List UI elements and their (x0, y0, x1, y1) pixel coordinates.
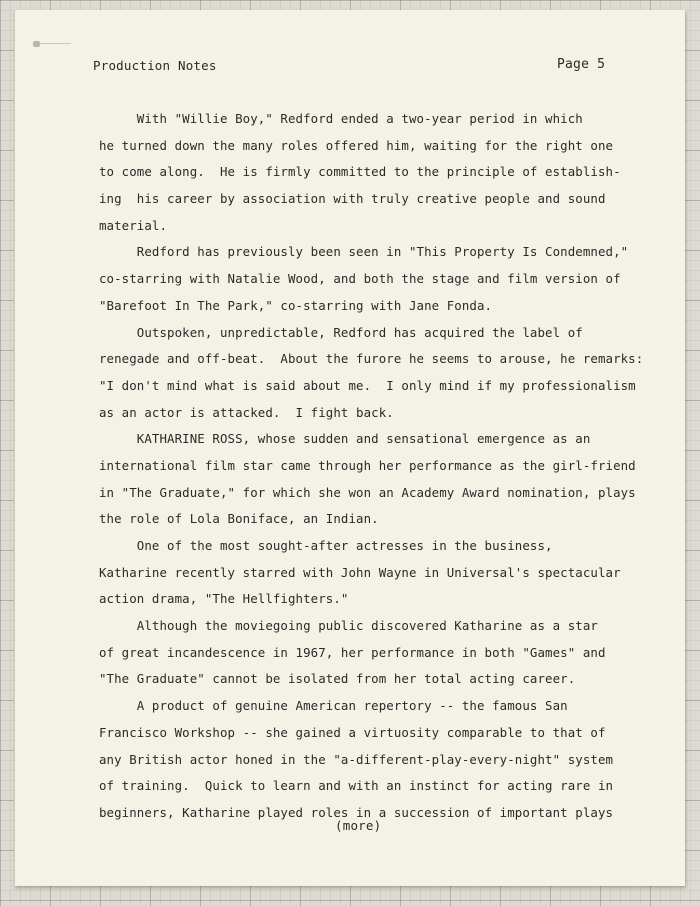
text-line: Redford has previously been seen in "This Property Is Condemned," (99, 244, 629, 260)
document-page (14, 10, 685, 886)
text-line: A product of genuine American repertory -- the famous San (99, 698, 568, 714)
text-line: as an actor is attacked. I fight back. (99, 404, 394, 420)
text-line: With "Willie Boy," Redford ended a two-year period in which (99, 111, 583, 126)
text-line: "I don't mind what is said about me. I only mind if my professionalism (99, 377, 636, 393)
text-line: "The Graduate" cannot be isolated from her total acting career. (99, 671, 576, 687)
document-header-title: Production Notes (93, 58, 217, 73)
text-line: renegade and off-beat. About the furore he seems to arouse, he remarks: (99, 351, 644, 367)
text-line: the role of Lola Boniface, an Indian. (99, 511, 379, 527)
text-line: ing his career by association with truly creative people and sound (99, 191, 606, 207)
text-line: of training. Quick to learn and with an instinct for acting rare in (99, 778, 614, 794)
text-line: Outspoken, unpredictable, Redford has acquired the label of (99, 324, 583, 340)
text-line: Francisco Workshop -- she gained a virtuosity comparable to that of (99, 724, 606, 740)
text-line: "Barefoot In The Park," co-starring with Jane Fonda. (99, 297, 493, 313)
text-line: One of the most sought-after actresses in the business, (99, 538, 553, 553)
text-line: co-starring with Natalie Wood, and both the stage and film version of (99, 271, 621, 287)
text-line: KATHARINE ROSS, whose sudden and sensational emergence as an (99, 431, 591, 447)
continuation-note: (more) (335, 818, 382, 833)
text-line: material. (99, 217, 168, 233)
document-body (99, 106, 659, 827)
text-line: beginners, Katharine played roles in a succession of important plays (99, 804, 614, 820)
text-line: he turned down the many roles offered him, waiting for the right one (99, 137, 614, 153)
text-line: of great incandescence in 1967, her performance in both "Games" and (99, 644, 606, 660)
text-line: action drama, "The Hellfighters." (99, 591, 349, 607)
text-line: in "The Graduate," for which she won an Academy Award nomination, plays (99, 484, 636, 500)
staple-line (39, 43, 71, 44)
text-line: to come along. He is firmly committed to the principle of establish- (99, 164, 621, 180)
staple-mark (33, 41, 73, 45)
text-line: international film star came through her performance as the girl-friend (99, 457, 636, 473)
staple-head (33, 41, 40, 47)
page-number: Page 5 (557, 57, 606, 72)
text-line: Although the moviegoing public discovered Katharine as a star (99, 618, 598, 634)
text-line: any British actor honed in the "a-different-play-every-night" system (99, 751, 614, 767)
text-line: Katharine recently starred with John Wayne in Universal's spectacular (99, 564, 621, 580)
